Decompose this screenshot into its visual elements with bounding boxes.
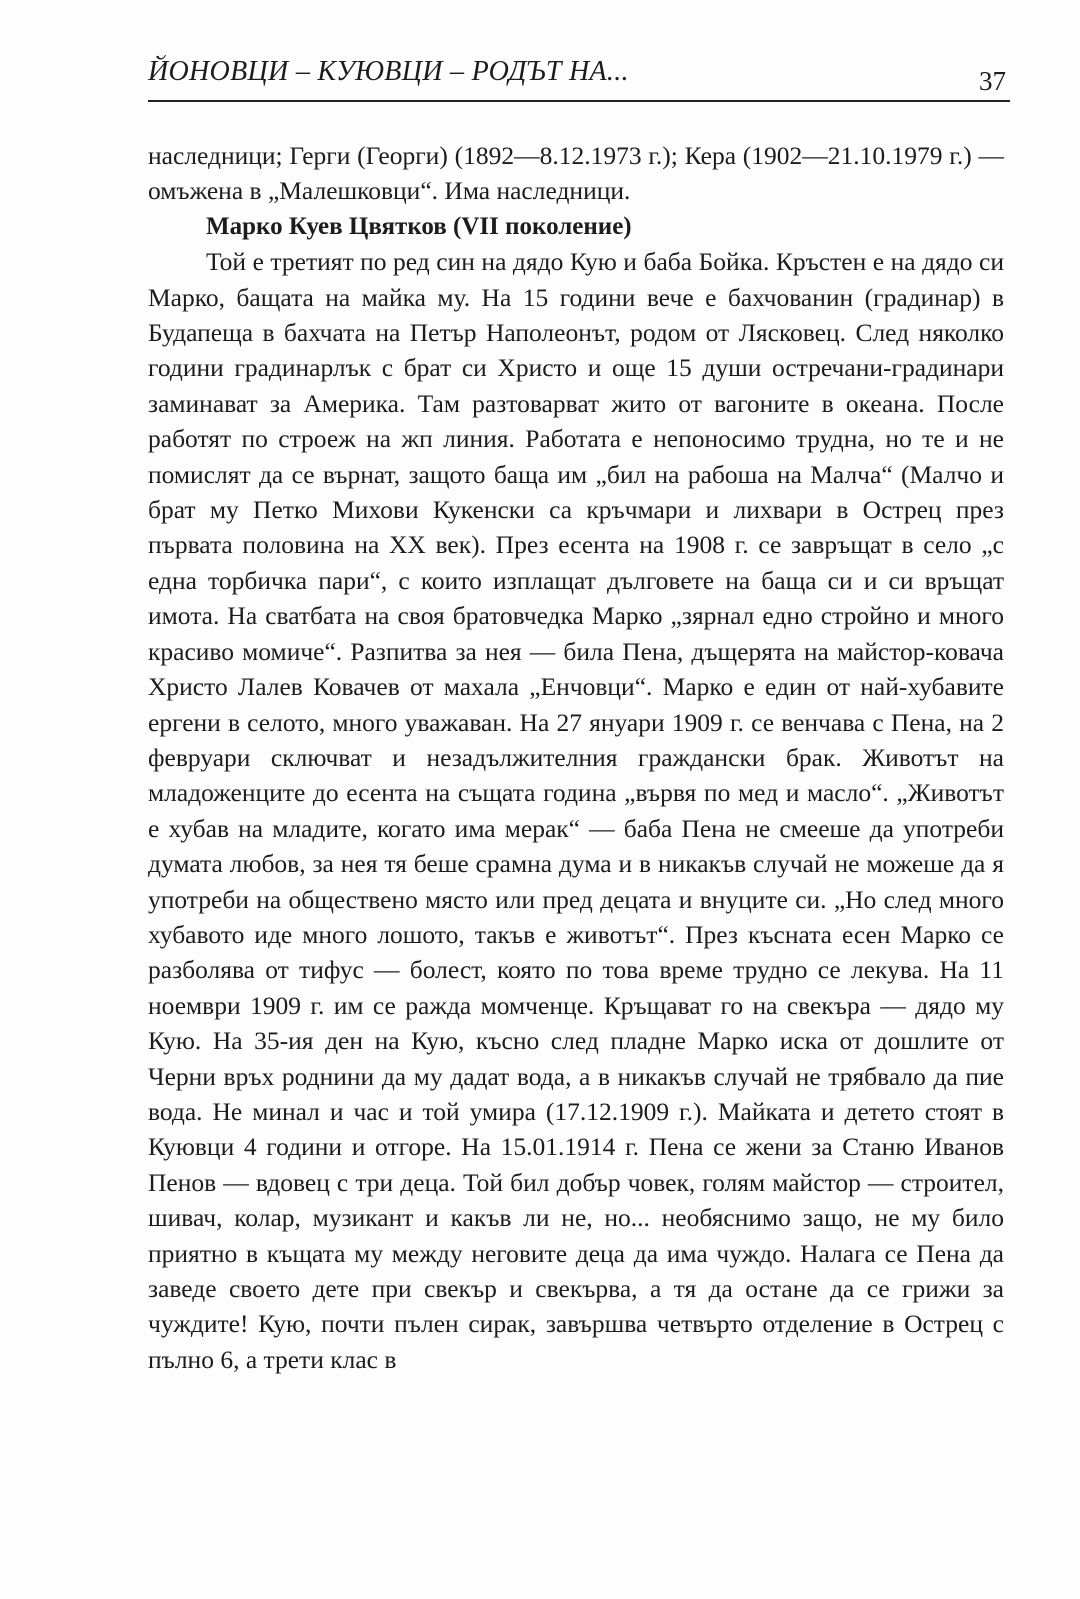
body-text [148, 138, 1004, 1377]
running-title: ЙОНОВЦИ – КУЮВЦИ – РОДЪТ НА... [148, 56, 629, 87]
page-number: 37 [979, 66, 1006, 96]
page-header [148, 52, 1010, 102]
continuation-paragraph: наследници; Герги (Георги) (1892—8.12.1973 г.); Кера (1902—21.10.1979 г.) — омъжена в „Малешковци“. Има наследници. [148, 141, 1004, 206]
main-paragraph: Той е третият по ред син на дядо Кую и баба Бойка. Кръстен е на дядо си Марко, бащата на майка му. На 15 години вече е бахчованин (градинар) в Будапеща в бахчата на Петър Наполеонът, родом от Лясковец. След няколко години градинарлък с брат си Христо и още 15 души остречани-градинари заминават за Америка. Там разтоварват жито от вагоните в океана. После работят по строеж на жп линия. Работата е непоносимо трудна, но те и не помислят да се върнат, защото баща им „бил на рабоша на Малча“ (Малчо и брат му Петко Михови Кукенски са кръчмари и лихвари в Острец през първата половина на XX век). През есента на 1908 г. се завръщат в село „с една торбичка пари“, с които изплащат дълговете на баща си и си връщат имота. На сватбата на своя братовчедка Марко „зярнал едно стройно и много красиво момиче“. Разпитва за нея — била Пена, дъщерята на майстор-ковача Христо Лалев Ковачев от махала „Енчовци“. Марко е един от най-хубавите ергени в селото, много уважаван. На 27 януари 1909 г. се венчава с Пена, на 2 февруари сключват и незадължителния граждански брак. Животът на младоженците до есента на същата година „вървя по мед и масло“. „Животът е хубав на младите, когато има мерак“ — баба Пена не смееше да употреби думата любов, за нея тя беше срамна дума и в никакъв случай не можеше да я употреби на обществено място или пред децата и внуците си. „Но след много хубавото иде много лошото, такъв е животът“. През късната есен Марко се разболява от тифус — болест, която по това време трудно се лекува. На 11 ноември 1909 г. им се ражда момченце. Кръщават го на свекъра — дядо му Кую. На 35-ия ден на Кую, късно след пладне Марко иска от дошлите от Черни връх роднини да му дадат вода, а в никакъв случай не трябвало да пие вода. Не минал и час и той умира (17.12.1909 г.). Майката и детето стоят в Куювци 4 години и отгоре. На 15.01.1914 г. Пена се жени за Станю Иванов Пенов — вдовец с три деца. Той бил добър човек, голям майстор — строител, шивач, колар, музикант и какъв ли не, но... необяснимо защо, не му било приятно в къщата му между неговите деца да има чуждо. Налага се Пена да заведе своето дете при свекър и свекърва, а тя да остане да се грижи за чуждите! Кую, почти пълен сирак, завършва четвърто отделение в Острец с пълно 6, а трети клас в [148, 247, 1004, 1374]
section-heading: Марко Куев Цвятков (VII поколение) [206, 212, 632, 240]
